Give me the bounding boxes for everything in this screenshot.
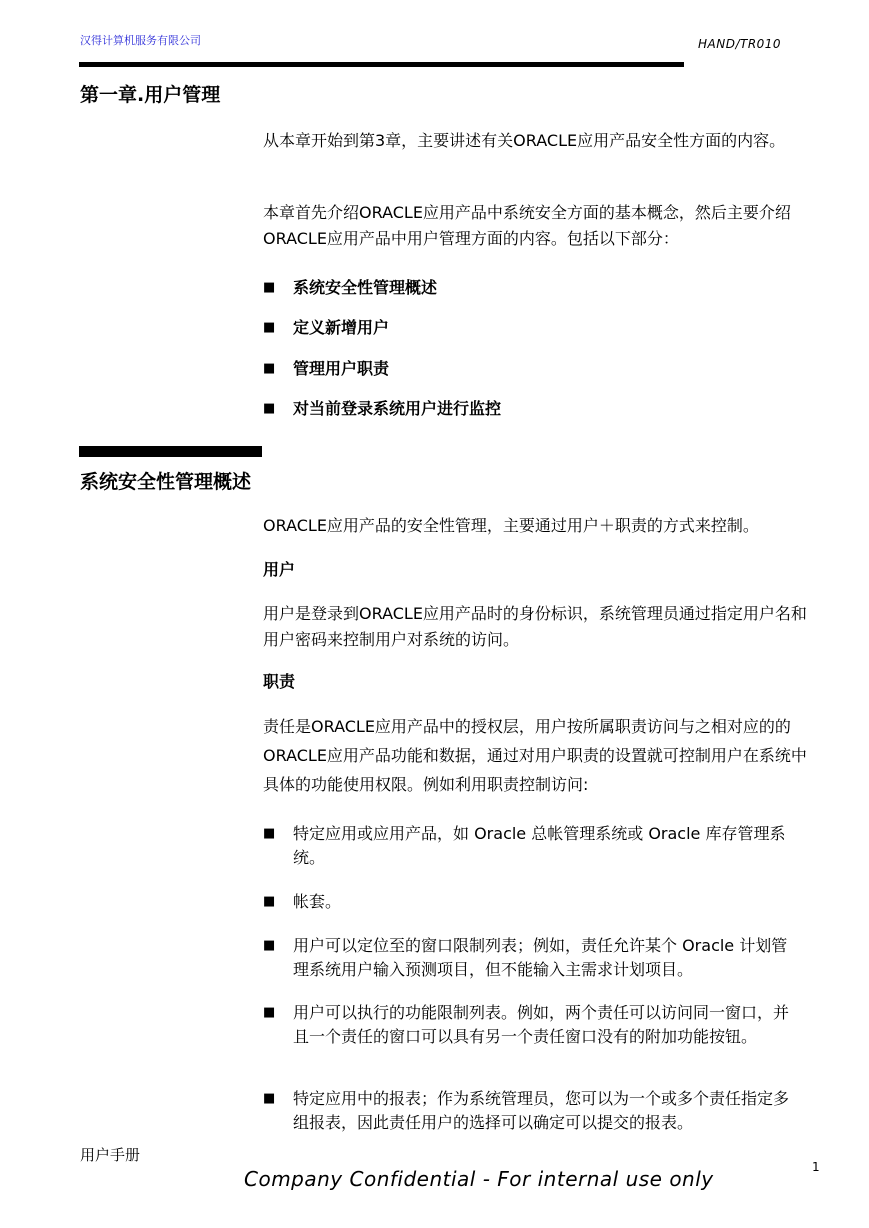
bullet-icon: ■ <box>263 1005 276 1020</box>
user-heading: 用户 <box>263 560 296 579</box>
user-paragraph: 用户是登录到ORACLE应用产品时的身份标识，系统管理员通过指定用户名和用户密码来控制用户对系统的访问。 <box>263 604 807 649</box>
bullet-icon: ■ <box>263 361 276 376</box>
bullet-icon: ■ <box>263 894 276 909</box>
manual-label: 用户手册 <box>80 1146 141 1164</box>
section-rule <box>79 446 262 457</box>
chapter-title: 第一章.用户管理 <box>80 84 221 106</box>
responsibility-heading: 职责 <box>263 672 296 691</box>
document-id: HAND/TR010 <box>698 37 782 51</box>
bullet-icon: ■ <box>263 826 276 841</box>
confidential-notice: Company Confidential - For internal use only <box>244 1167 714 1191</box>
responsibility-paragraph: 责任是ORACLE应用产品中的授权层，用户按所属职责访问与之相对应的的ORACLE应用产品功能和数据，通过对用户职责的设置就可控制用户在系统中具体的功能使用权限。例如利用职责控制访问: <box>263 717 807 794</box>
bullet-icon: ■ <box>263 1091 276 1106</box>
section-paragraph: ORACLE应用产品的安全性管理，主要通过用户＋职责的方式来控制。 <box>263 516 759 535</box>
bullet-icon: ■ <box>263 320 276 335</box>
bullet-icon: ■ <box>263 280 276 295</box>
intro-paragraph-1: 从本章开始到第3章，主要讲述有关ORACLE应用产品安全性方面的内容。 <box>263 131 786 150</box>
company-name: 汉得计算机服务有限公司 <box>80 34 201 47</box>
bullet-icon: ■ <box>263 938 276 953</box>
section-title: 系统安全性管理概述 <box>80 471 252 493</box>
bullet-icon: ■ <box>263 401 276 416</box>
page-number: 1 <box>812 1160 820 1174</box>
intro-paragraph-2: 本章首先介绍ORACLE应用产品中系统安全方面的基本概念，然后主要介绍ORACLE应用产品中用户管理方面的内容。包括以下部分： <box>263 203 791 248</box>
header-rule <box>79 62 684 67</box>
